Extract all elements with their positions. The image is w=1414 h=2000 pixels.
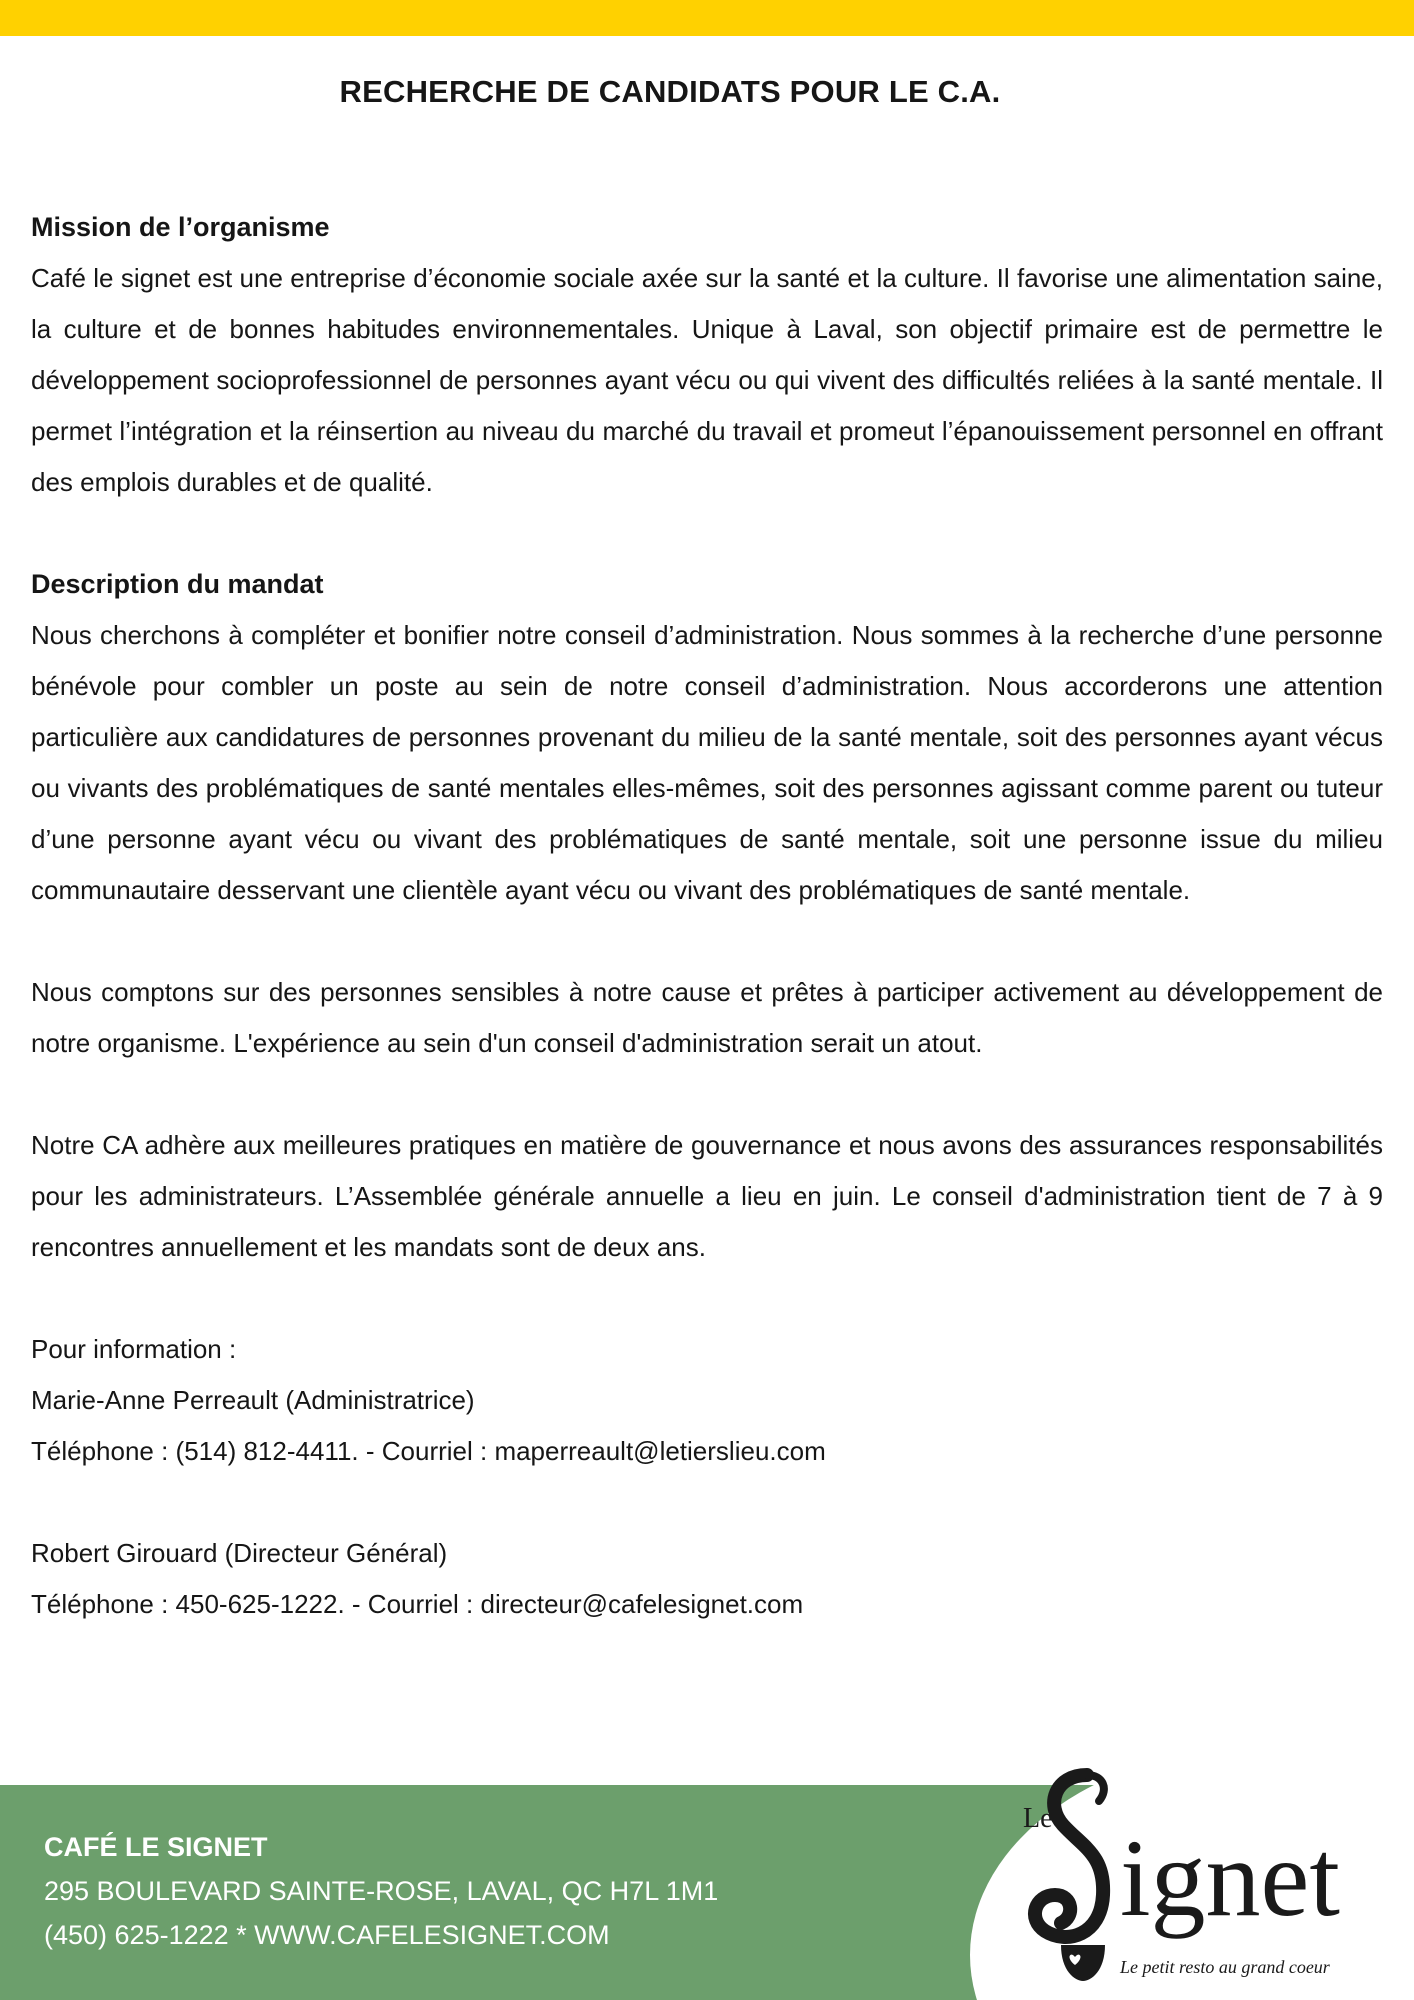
contact-intro: Pour information :: [31, 1334, 237, 1364]
spacer: [31, 1477, 1383, 1528]
footer-address: 295 BOULEVARD SAINTE-ROSE, LAVAL, QC H7L 1M1: [44, 1876, 719, 1906]
signet-logo: [995, 1745, 1375, 1995]
footer-phone-website: (450) 625-1222 * WWW.CAFELESIGNET.COM: [44, 1920, 610, 1950]
spacer: [31, 508, 1383, 559]
page-title: RECHERCHE DE CANDIDATS POUR LE C.A.: [339, 74, 1001, 109]
mandate-paragraph-2: Nous comptons sur des personnes sensibles à notre cause et prêtes à participer activement au développement de notre organisme. L'expérience au sein d'un conseil d'administration serait un atout.: [31, 977, 1383, 1058]
logo-name: ignet: [1120, 1817, 1340, 1939]
contact-person-1-name: Marie-Anne Perreault (Administratrice): [31, 1385, 475, 1415]
contact-person-2-name: Robert Girouard (Directeur Général): [31, 1538, 448, 1568]
contact-person-1-details: Téléphone : (514) 812-4411. - Courriel : maperreault@letierslieu.com: [31, 1436, 826, 1466]
spacer: [31, 916, 1383, 967]
contact-person-2-details: Téléphone : 450-625-1222. - Courriel : directeur@cafelesignet.com: [31, 1589, 804, 1619]
spacer: [31, 1069, 1383, 1120]
clef-curl-icon: [1087, 1775, 1104, 1801]
document-body: [31, 202, 1383, 1630]
coffee-cup-icon: [1061, 1945, 1105, 1981]
mission-text: Café le signet est une entreprise d’économie sociale axée sur la santé et la culture. Il favorise une alimentation saine, la culture et de bonnes habitudes environnementales. Unique à Laval, son objectif primaire est de permettre le développement socioprofessionnel de personnes ayant vécu ou qui vivent des difficultés reliées à la santé mentale. Il permet l’intégration et la réinsertion au niveau du marché du travail et promeut l’épanouissement personnel en offrant des emplois durables et de qualité.: [31, 263, 1383, 497]
spacer: [31, 1273, 1383, 1324]
logo-prefix: Le: [1023, 1803, 1053, 1834]
mandate-paragraph-1: Nous cherchons à compléter et bonifier notre conseil d’administration. Nous sommes à la recherche d’une personne bénévole pour combler un poste au sein de notre conseil d’administration. Nous accorderons une attention particulière aux candidatures de personnes provenant du milieu de la santé mentale, soit des personnes ayant vécus ou vivants des problématiques de santé mentales elles-mêmes, soit des personnes agissant comme parent ou tuteur d’une personne ayant vécu ou vivant des problématiques de santé mentale, soit une personne issue du milieu communautaire desservant une clientèle ayant vécu ou vivant des problématiques de santé mentale.: [31, 620, 1383, 905]
top-accent-bar: [0, 0, 1414, 36]
mission-heading: Mission de l’organisme: [31, 212, 330, 242]
footer-address-block: [44, 1825, 718, 1957]
treble-clef-icon: [1035, 1775, 1103, 1937]
logo-tagline: Le petit resto au grand coeur: [1120, 1957, 1330, 1977]
mandate-paragraph-3: Notre CA adhère aux meilleures pratiques en matière de gouvernance et nous avons des assurances responsabilités pour les administrateurs. L’Assemblée générale annuelle a lieu en juin. Le conseil d'administration tient de 7 à 9 rencontres annuellement et les mandats sont de deux ans.: [31, 1130, 1383, 1262]
mandate-heading: Description du mandat: [31, 569, 324, 599]
footer-company-name: CAFÉ LE SIGNET: [44, 1832, 268, 1862]
